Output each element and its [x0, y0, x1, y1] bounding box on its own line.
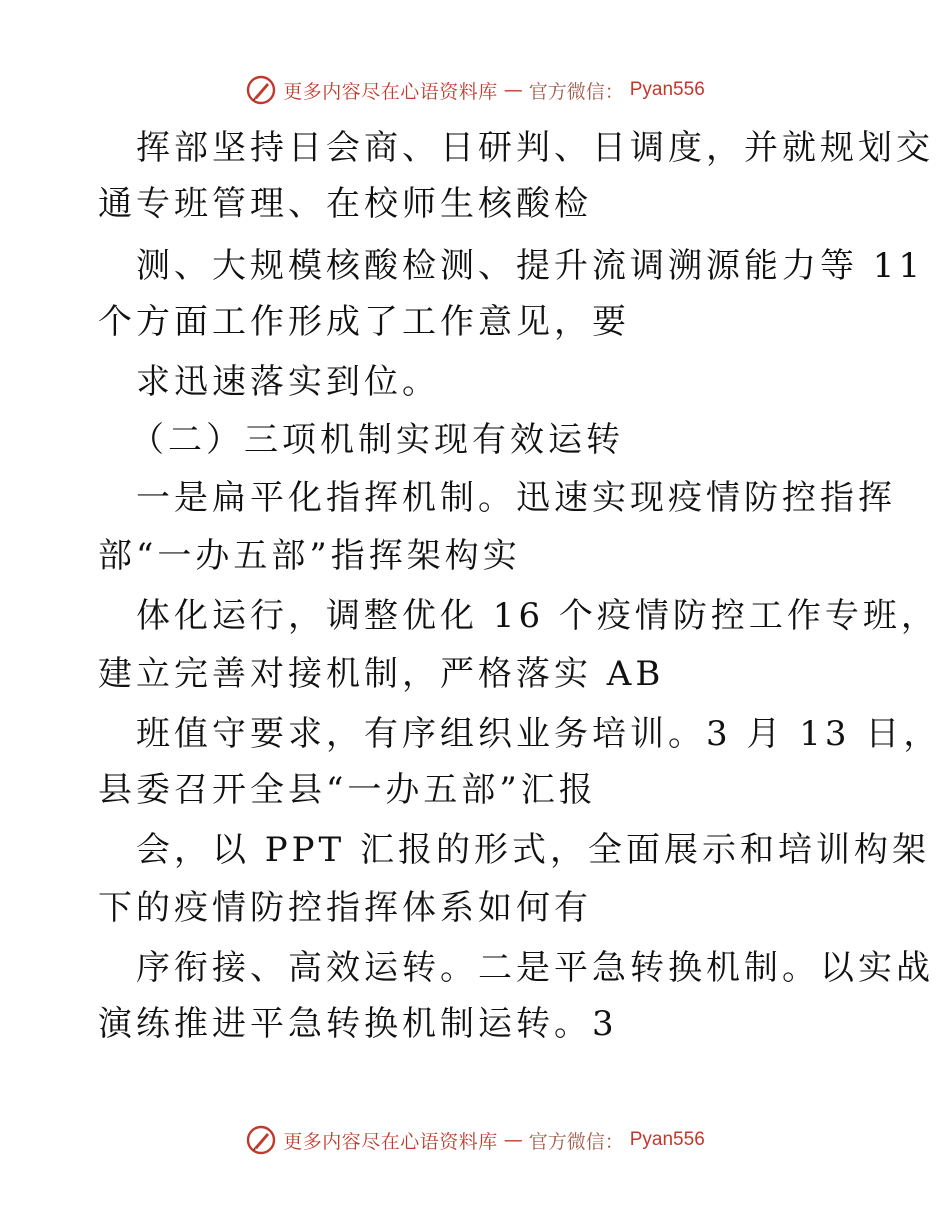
section-heading: （二）三项机制实现有效运转 [130, 420, 624, 460]
feather-pen-circle-icon [245, 74, 277, 106]
banner-sub-text: 官方微信： [528, 80, 624, 103]
banner-main-text: 更多内容尽在心语资料库 [283, 1130, 498, 1153]
body-line: 下的疫情防控指挥体系如何有 [98, 888, 592, 928]
feather-pen-circle-icon [245, 1124, 277, 1156]
banner-wechat-id: Pyan556 [629, 79, 705, 100]
body-line: 会，以 PPT 汇报的形式，全面展示和培训构架 [136, 830, 931, 870]
body-line: 一是扁平化指挥机制。迅速实现疫情防控指挥 [136, 478, 896, 518]
body-line: 建立完善对接机制，严格落实 AB [98, 654, 665, 694]
body-line: 部“一办五部”指挥架构实 [98, 536, 521, 576]
body-line: 班值守要求，有序组织业务培训。3 月 13 日， [136, 714, 942, 754]
body-line: 挥部坚持日会商、日研判、日调度，并就规划交 [136, 128, 934, 168]
body-line: 测、大规模核酸检测、提升流调溯源能力等 11 [136, 246, 925, 286]
body-line: 求迅速落实到位。 [136, 362, 440, 402]
footer-banner [0, 1120, 950, 1160]
banner-sub-text: 官方微信： [528, 1130, 624, 1153]
banner-dash: — [503, 79, 523, 101]
banner-main-text: 更多内容尽在心语资料库 [283, 80, 498, 103]
banner-dash: — [503, 1129, 523, 1151]
body-line: 县委召开全县“一办五部”汇报 [98, 770, 597, 810]
body-line: 序衔接、高效运转。二是平急转换机制。以实战 [136, 948, 934, 988]
body-line: 体化运行，调整优化 16 个疫情防控工作专班， [136, 596, 939, 636]
body-line: 个方面工作形成了工作意见，要 [98, 302, 630, 342]
body-line: 演练推进平急转换机制运转。3 [98, 1004, 618, 1044]
banner-wechat-id: Pyan556 [629, 1129, 705, 1150]
header-banner [0, 70, 950, 110]
body-line: 通专班管理、在校师生核酸检 [98, 184, 592, 224]
